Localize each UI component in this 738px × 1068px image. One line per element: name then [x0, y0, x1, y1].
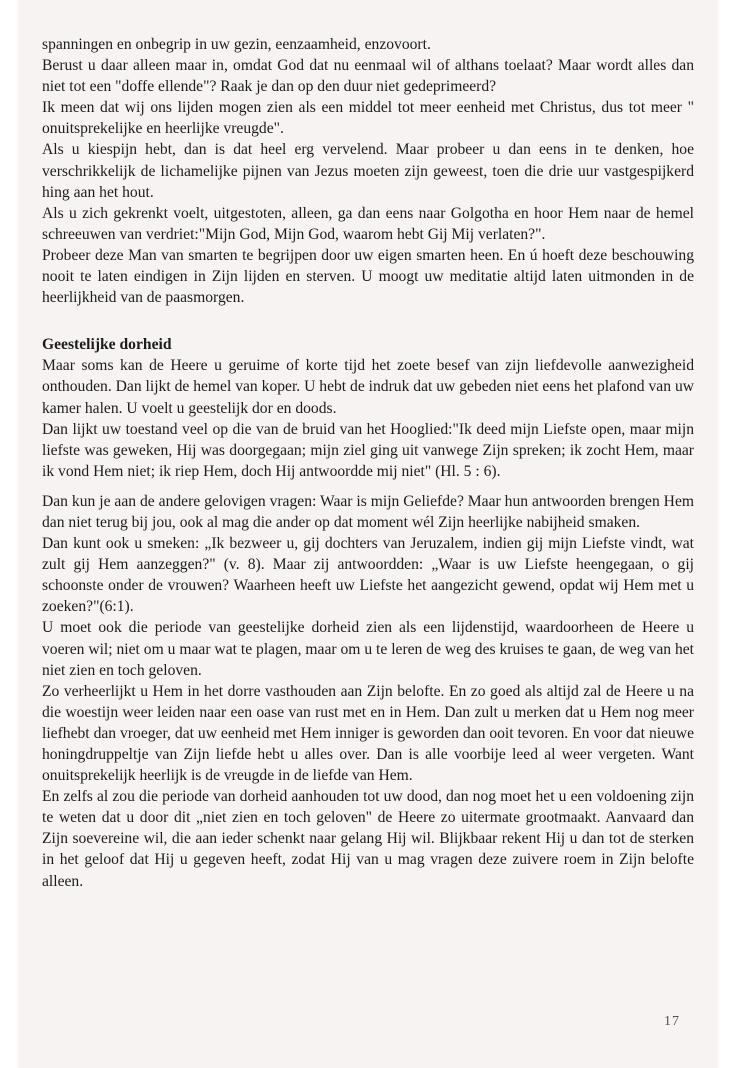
paragraph: Als u zich gekrenkt voelt, uitgestoten, alleen, ga dan eens naar Golgotha en hoor Hem naar de hemel schreeuwen van verdriet:"Mijn God, Mijn God, waarom hebt Gij Mij verlaten?".: [42, 204, 694, 243]
paragraph: Maar soms kan de Heere u geruime of korte tijd het zoete besef van zijn liefdevolle aanwezigheid onthouden. Dan lijkt de hemel van koper. U hebt de indruk dat uw gebeden niet eens het plafond van uw kamer halen. U voelt u geestelijk dor en doods.: [42, 357, 694, 417]
paragraph: Als u kiespijn hebt, dan is dat heel erg vervelend. Maar probeer u dan eens in te denken, hoe verschrikkelijk de lichamelijke pijnen van Jezus moeten zijn geweest, toen die drie uur vastgespijkerd hing aan het hout.: [42, 141, 694, 201]
paragraph: Probeer deze Man van smarten te begrijpen door uw eigen smarten heen. En ú hoeft deze beschouwing nooit te laten eindigen in Zijn lijden en sterven. U moogt uw meditatie altijd laten uitmonden in de heerlijkheid van de paasmorgen.: [42, 246, 694, 307]
paragraph: Dan lijkt uw toestand veel op die van de bruid van het Hooglied:"Ik deed mijn Liefste open, maar mijn liefste was geweken, Hij was doorgegaan; mijn ziel ging uit vanwege Zijn spreken; ik zocht Hem, maar ik vond Hem niet; ik riep Hem, doch Hij antwoordde mij niet" (Hl. 5 : 6).: [42, 420, 694, 480]
paragraph: Berust u daar alleen maar in, omdat God dat nu eenmaal wil of althans toelaat? Maar wordt alles dan niet tot een "doffe ellende"? Raak je dan op den duur niet gedeprimeerd?: [42, 57, 694, 96]
paragraph: Ik meen dat wij ons lijden mogen zien als een middel tot meer eenheid met Christus, dus tot meer " onuitsprekelijke en heerlijke vreugde".: [42, 99, 694, 138]
page-text: [42, 34, 694, 892]
book-page: [18, 0, 718, 1068]
page-number: 17: [664, 1014, 680, 1029]
paragraph: Dan kun je aan de andere gelovigen vragen: Waar is mijn Geliefde? Maar hun antwoorden brengen Hem dan niet terug bij jou, ook al mag die ander op dat moment wél Zijn heerlijke nabijheid smaken.: [42, 492, 694, 531]
paragraph: En zelfs al zou die periode van dorheid aanhouden tot uw dood, dan nog moet het u een voldoening zijn te weten dat u door dit „niet zien en toch geloven" de Heere zo uitermate grootmaakt. Aanvaard dan Zijn soevereine wil, die aan ieder schenkt naar gelang Hij wil. Blijkbaar rekent Hij u dan tot de sterken in het geloof dat Hij u gegeven heeft, zodat Hij van u mag vragen deze zuivere roem in Zijn belofte alleen.: [42, 788, 694, 890]
paragraph-spacer: [42, 482, 694, 491]
paragraph: Zo verheerlijkt u Hem in het dorre vasthouden aan Zijn belofte. En zo goed als altijd zal de Heere u na die woestijn weer leiden naar een oase van rust met en in Hem. Dan zult u merken dat u Hem nog meer liefhebt dan vroeger, dat uw eenheid met Hem inniger is geworden dan ooit tevoren. En voor dat nieuwe honingdruppeltje van Zijn liefde hebt u alles over. Dan is alle voorbije leed al weer vergeten. Want onuitsprekelijk heerlijk is de vreugde in de liefde van Hem.: [42, 682, 694, 785]
section-spacer: [42, 308, 694, 334]
paragraph: U moet ook die periode van geestelijke dorheid zien als een lijdenstijd, waardoorheen de Heere u voeren wil; niet om u maar wat te plagen, maar om u te leren de weg des kruises te gaan, de weg van het niet zien en toch geloven.: [42, 619, 694, 679]
section-heading: Geestelijke dorheid: [42, 336, 172, 354]
paragraph: Dan kunt ook u smeken: „Ik bezweer u, gij dochters van Jeruzalem, indien gij mijn Liefste vindt, wat zult gij Hem aanzeggen?" (v. 8). Maar zij antwoordden: „Waar is uw Liefste heengegaan, o gij schoonste onder de vrouwen? Waarheen heeft uw Liefste het aangezicht gewend, opdat wij Hem met u zoeken?"(6:1).: [42, 535, 694, 616]
paragraph: spanningen en onbegrip in uw gezin, eenzaamheid, enzovoort.: [42, 36, 431, 53]
